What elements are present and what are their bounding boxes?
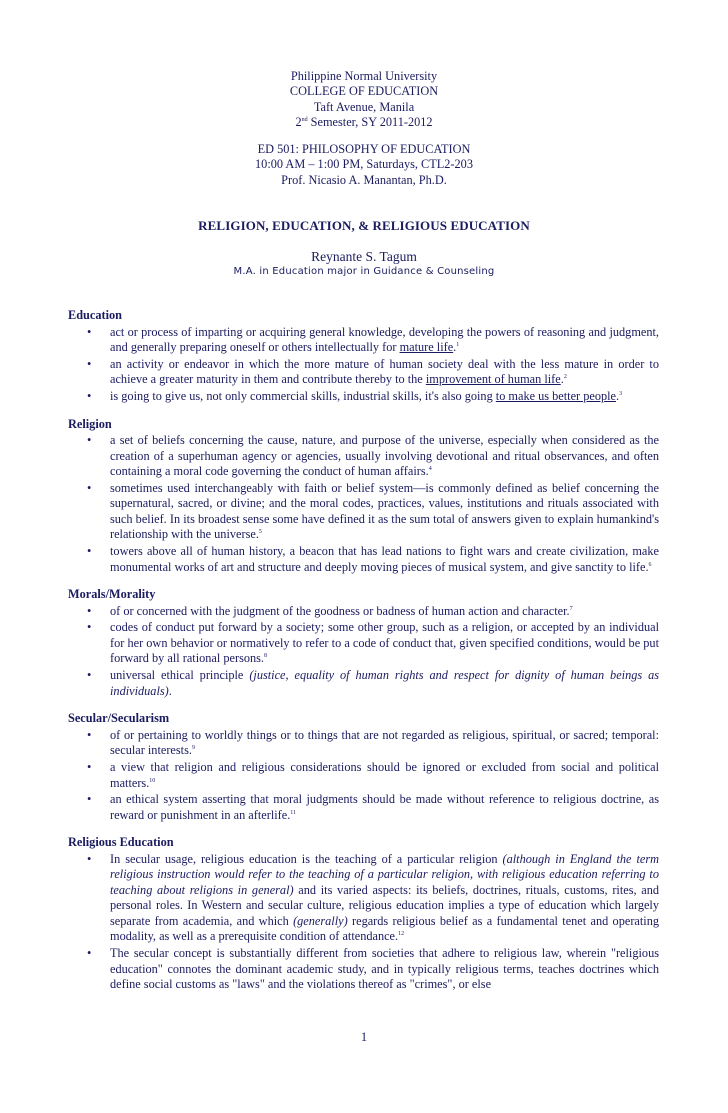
list-item: • a view that religion and religious considerations should be ignored or excluded from social and political matters.$^{10}$	[87, 760, 659, 790]
document-body	[68, 308, 659, 1005]
list-item: • an activity or endeavor in which the more mature of human society deal with the less mature in order to achieve a greater maturity in them and contribute thereby to the improvement of human life.$^2$	[87, 356, 659, 387]
list-item: • towers above all of human history, a beacon that has lead nations to fight wars and create civilization, make monumental works of art and structure and deeply moving pieces of musical system, and give sanctity to life.$^6$	[87, 544, 659, 574]
section-title: Morals/Morality	[68, 587, 156, 602]
section-title: Religion	[68, 416, 112, 431]
semester: 2nd Semester, SY 2011-2012	[295, 115, 433, 130]
university-name: Philippine Normal University	[290, 69, 438, 83]
course-title: ED 501: PHILOSOPHY OF EDUCATION	[257, 142, 471, 156]
section-title: Secular/Secularism	[68, 711, 170, 726]
course-schedule: 10:00 AM – 1:00 PM, Saturdays, CTL2-203	[255, 157, 473, 172]
list-item: • a set of beliefs concerning the cause, nature, and purpose of the universe, especially when considered as the creation of a superhuman agency or agencies, usually involving devotional and ritual observances, and often containing a moral code governing the conduct of human affairs.$^4$	[87, 433, 659, 479]
section-morals	[68, 587, 659, 699]
list-item: • act or process of imparting or acquiring general knowledge, developing the powers of reasoning and judgment, and generally preparing oneself or others intellectually for mature life.$^1$	[87, 324, 659, 354]
list-item: • In secular usage, religious education is the teaching of a particular religion (although in England the term religious instruction would refer to the teaching of a particular religion, with religious education referring to teaching about religions in general) and its varied aspects: its beliefs, doctrines, rituals, customs, rites, and personal roles. In Western and secular culture, religious education implies a type of education which largely separate from academia, and which (generally) regards religious belief as a fundamental tenet and operating modality, as well as a prerequisite condition of attendance.$^{12}$	[87, 851, 660, 944]
section-title: Religious Education	[68, 835, 174, 850]
course-header	[0, 142, 728, 188]
list-item: • of or concerned with the judgment of the goodness or badness of human action and character.$^7$	[87, 603, 573, 618]
author-degree: M.A. in Education major in Guidance & Counseling	[233, 266, 495, 277]
list-item: • codes of conduct put forward by a society; some other group, such as a religion, or accepted by an individual for her own behavior or normatively to refer to a code of conduct that, given specified conditions, would be put forward by all rational persons.$^8$	[87, 620, 659, 666]
list-item: • The secular concept is substantially different from societies that adhere to religious law, wherein "religious education" connotes the dominant academic study, and in typically religious terms, teaches doctrines which define social customs as "laws" and the violations thereof as "crimes", or else	[87, 946, 659, 992]
section-secular	[68, 711, 659, 823]
list-item: • universal ethical principle (justice, equality of human rights and respect for dignity of human beings as individuals).	[87, 668, 660, 698]
section-education	[68, 308, 659, 405]
list-item: • of or pertaining to worldly things or to things that are not regarded as religious, spiritual, or sacred; temporal: secular interests.$^9$	[87, 727, 659, 758]
section-title: Education	[68, 308, 122, 322]
list-item: • sometimes used interchangeably with faith or belief system—is commonly defined as belief concerning the supernatural, sacred, or divine; and the moral codes, practices, values, institutions and rituals associated with such belief. In its broadest sense some have defined it as the sum total of answers given to explain humankind's relationship with the universe.$^5$	[87, 480, 659, 542]
list-item: • is going to give us, not only commercial skills, industrial skills, it's also going to make us better people.$^3$	[87, 389, 623, 404]
paper-title: RELIGION, EDUCATION, & RELIGIOUS EDUCATION	[198, 218, 530, 233]
institution-header	[0, 69, 728, 131]
college-name: COLLEGE OF EDUCATION	[289, 84, 439, 99]
page-number: 1	[360, 1030, 368, 1044]
section-religious-education	[68, 835, 659, 992]
professor-name: Prof. Nicasio A. Manantan, Ph.D.	[281, 172, 447, 187]
address: Taft Avenue, Manila	[313, 99, 415, 114]
section-religion	[68, 417, 659, 576]
list-item: • an ethical system asserting that moral judgments should be made without reference to religious doctrine, as reward or punishment in an afterlife.$^{11}$	[87, 792, 659, 822]
author-name: Reynante S. Tagum	[311, 249, 417, 264]
